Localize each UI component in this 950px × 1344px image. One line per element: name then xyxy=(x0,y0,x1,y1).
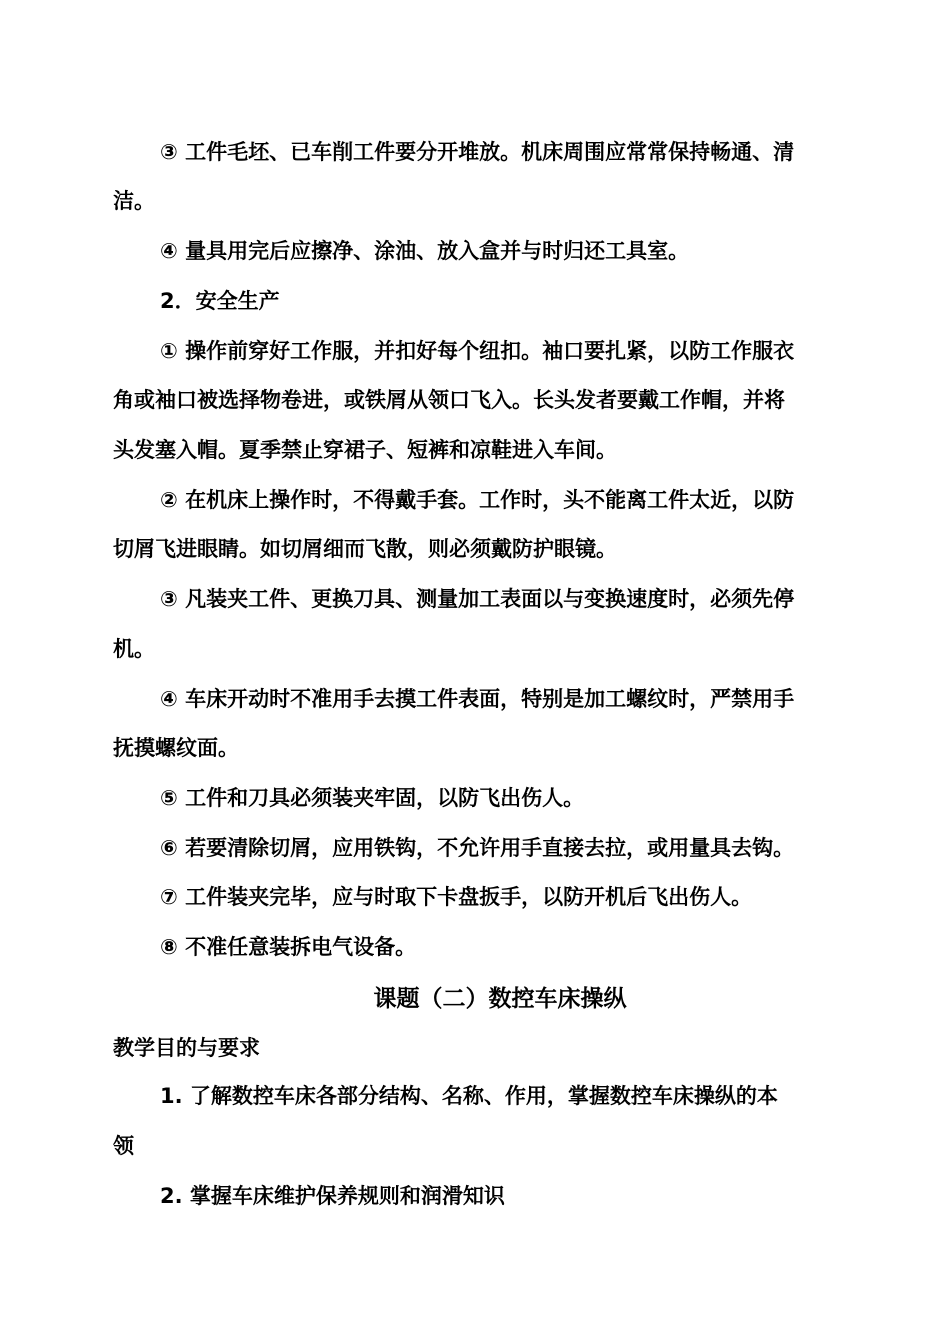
paragraph-line: 机。 xyxy=(113,637,155,661)
paragraph-line: ③ 凡装夹工件、更换刀具、测量加工表面以与变换速度时，必须先停 xyxy=(160,587,795,611)
paragraph-line: ② 在机床上操作时，不得戴手套。工作时，头不能离工件太近，以防 xyxy=(160,488,795,512)
paragraph-line: ④ 车床开动时不准用手去摸工件表面，特别是加工螺纹时，严禁用手 xyxy=(160,687,795,711)
subsection-heading: 教学目的与要求 xyxy=(113,1036,260,1060)
paragraph-line: 洁。 xyxy=(113,189,155,213)
section-heading: 2．安全生产 xyxy=(160,289,280,313)
paragraph-line: 1. 了解数控车床各部分结构、名称、作用，掌握数控车床操纵的本 xyxy=(160,1084,778,1108)
paragraph-line: 抚摸螺纹面。 xyxy=(113,736,239,760)
lesson-title: 课题（二）数控车床操纵 xyxy=(373,986,627,1012)
paragraph-line: 领 xyxy=(113,1134,134,1158)
paragraph-line: ④ 量具用完后应擦净、涂油、放入盒并与时归还工具室。 xyxy=(160,239,690,263)
paragraph-line: ⑦ 工件装夹完毕，应与时取下卡盘扳手，以防开机后飞出伤人。 xyxy=(160,885,753,909)
paragraph-line: 2. 掌握车床维护保养规则和润滑知识 xyxy=(160,1184,505,1208)
paragraph-line: ③ 工件毛坯、已车削工件要分开堆放。机床周围应常常保持畅通、清 xyxy=(160,140,795,164)
paragraph-line: ⑧ 不准任意装拆电气设备。 xyxy=(160,935,417,959)
paragraph-line: 角或袖口被选择物卷进，或铁屑从领口飞入。长头发者要戴工作帽，并将 xyxy=(113,388,785,412)
paragraph-line: ⑥ 若要清除切屑，应用铁钩，不允许用手直接去拉，或用量具去钩。 xyxy=(160,836,795,860)
paragraph-line: ⑤ 工件和刀具必须装夹牢固，以防飞出伤人。 xyxy=(160,786,585,810)
paragraph-line: 切屑飞进眼睛。如切屑细而飞散，则必须戴防护眼镜。 xyxy=(113,537,617,561)
paragraph-line: 头发塞入帽。夏季禁止穿裙子、短裤和凉鞋进入车间。 xyxy=(113,438,617,462)
paragraph-line: ① 操作前穿好工作服，并扣好每个纽扣。袖口要扎紧，以防工作服衣 xyxy=(160,339,795,363)
